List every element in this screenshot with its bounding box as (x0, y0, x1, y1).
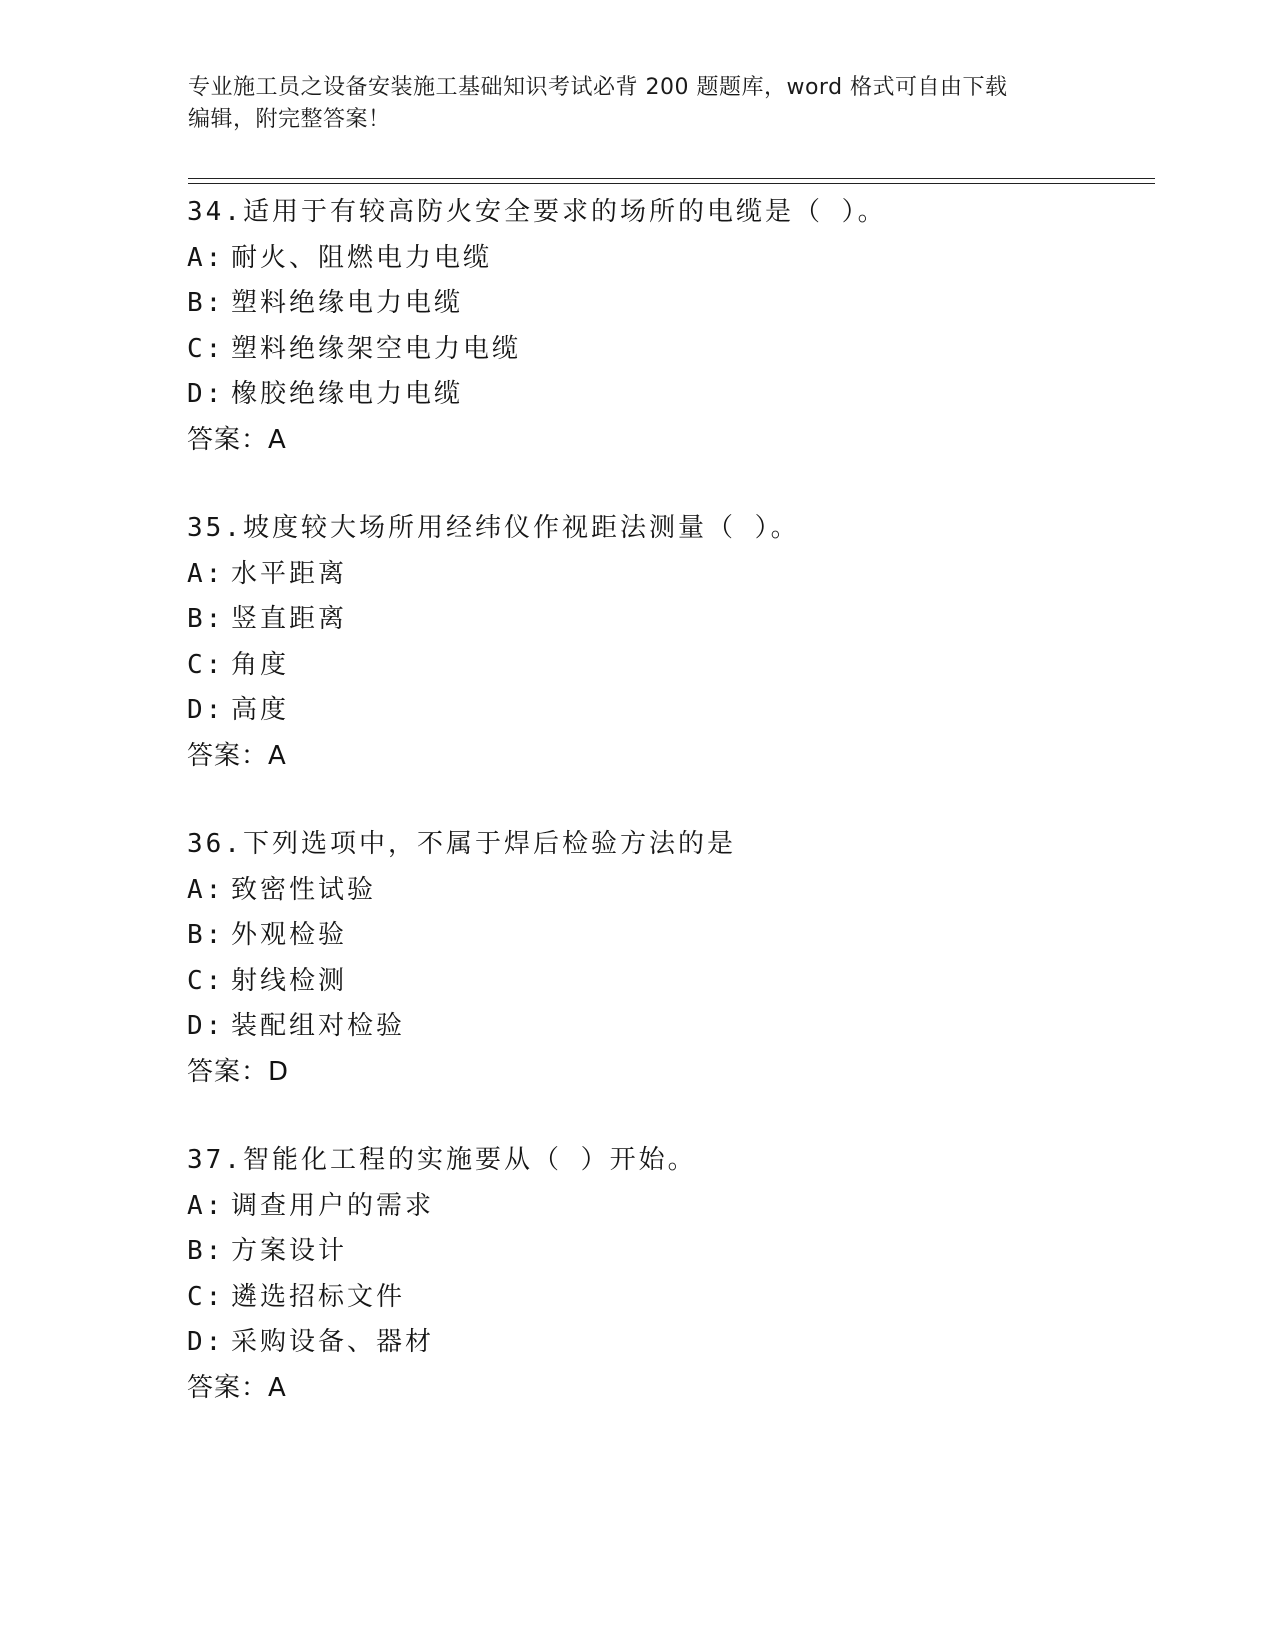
option-d (187, 1320, 1147, 1366)
option-c (187, 643, 1147, 689)
option-key: A: (187, 1190, 225, 1221)
option-key: C: (187, 333, 225, 364)
option-text: 装配组对检验 (231, 1011, 406, 1041)
option-text: 致密性试验 (231, 874, 377, 905)
option-c (187, 327, 1147, 373)
option-text: 水平距离 (231, 558, 348, 589)
option-text: 耐火、阻燃电力电缆 (231, 242, 493, 273)
header-divider-top (188, 178, 1155, 179)
option-b (187, 913, 1147, 959)
option-key: A: (187, 874, 225, 905)
question-37 (187, 1138, 1147, 1411)
header-title-line-1: 专业施工员之设备安装施工基础知识考试必背 200 题题库，word 格式可自由下载 (188, 75, 1008, 100)
answer-line: 答案：A (187, 1372, 287, 1403)
question-stem: 37.智能化工程的实施要从（ ）开始。 (187, 1145, 697, 1175)
document-header (188, 72, 1088, 136)
option-d (187, 1004, 1147, 1050)
option-key: C: (187, 649, 225, 680)
option-key: B: (187, 604, 225, 634)
option-text: 遴选招标文件 (231, 1281, 406, 1312)
option-text: 塑料绝缘架空电力电缆 (231, 333, 522, 364)
option-text: 外观检验 (231, 920, 348, 950)
question-stem: 36.下列选项中，不属于焊后检验方法的是 (187, 829, 736, 859)
option-text: 射线检测 (231, 965, 348, 996)
question-36 (187, 822, 1147, 1095)
option-key: A: (187, 242, 225, 273)
header-divider-bottom (188, 183, 1155, 184)
header-title-line-2: 编辑，附完整答案！ (188, 107, 391, 132)
option-a (187, 236, 1147, 282)
option-text: 塑料绝缘电力电缆 (231, 288, 464, 318)
option-b (187, 1229, 1147, 1275)
option-text: 采购设备、器材 (231, 1327, 435, 1357)
question-stem: 34.适用于有较高防火安全要求的场所的电缆是（ ）。 (187, 197, 887, 227)
answer-line: 答案：A (187, 740, 287, 771)
option-key: B: (187, 920, 225, 950)
question-34 (187, 190, 1147, 463)
question-stem: 35.坡度较大场所用经纬仪作视距法测量（ ）。 (187, 513, 800, 543)
option-key: B: (187, 288, 225, 318)
answer-line: 答案：D (187, 1056, 290, 1087)
option-text: 方案设计 (231, 1236, 348, 1266)
answer-line: 答案：A (187, 424, 287, 455)
question-35 (187, 506, 1147, 779)
option-key: C: (187, 1281, 225, 1312)
option-text: 调查用户的需求 (231, 1190, 435, 1221)
option-b (187, 597, 1147, 643)
option-key: A: (187, 558, 225, 589)
option-d (187, 372, 1147, 418)
option-text: 橡胶绝缘电力电缆 (231, 379, 464, 409)
question-list (187, 190, 1147, 1411)
option-b (187, 281, 1147, 327)
option-a (187, 868, 1147, 914)
option-key: D: (187, 379, 225, 409)
option-key: D: (187, 1327, 225, 1357)
option-a (187, 1184, 1147, 1230)
option-text: 高度 (231, 695, 290, 725)
option-c (187, 959, 1147, 1005)
option-text: 角度 (231, 649, 290, 680)
option-key: B: (187, 1236, 225, 1266)
option-c (187, 1275, 1147, 1321)
option-key: D: (187, 695, 225, 725)
option-key: C: (187, 965, 225, 996)
option-text: 竖直距离 (231, 604, 348, 634)
option-d (187, 688, 1147, 734)
option-a (187, 552, 1147, 598)
option-key: D: (187, 1011, 225, 1041)
